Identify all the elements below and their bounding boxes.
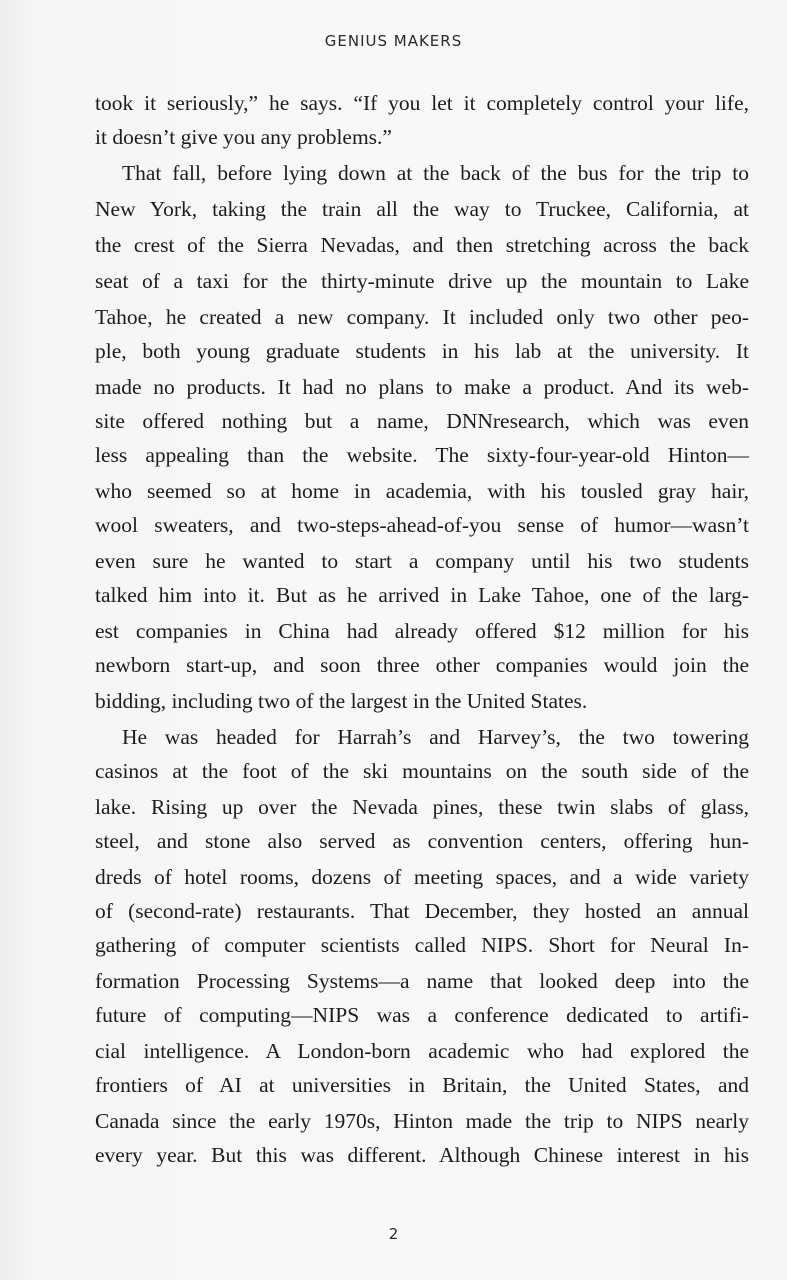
text-line: Tahoe, he created a new company. It included only two other peo- [95, 305, 749, 329]
text-line: took it seriously,” he says. “If you let it completely control your life, [95, 91, 749, 115]
text-line: even sure he wanted to start a company until his two students [95, 549, 749, 573]
text-line: casinos at the foot of the ski mountains on the south side of the [95, 759, 749, 783]
text-line: every year. But this was different. Although Chinese interest in his [95, 1143, 749, 1167]
text-line: lake. Rising up over the Nevada pines, these twin slabs of glass, [95, 795, 749, 819]
text-line: frontiers of AI at universities in Britain, the United States, and [95, 1073, 749, 1097]
page-number: 2 [388, 1225, 399, 1243]
text-line: talked him into it. But as he arrived in Lake Tahoe, one of the larg- [95, 583, 749, 607]
text-line: made no products. It had no plans to make a product. And its web- [95, 375, 749, 399]
text-line: steel, and stone also served as convention centers, offering hun- [95, 829, 749, 853]
text-line: Canada since the early 1970s, Hinton made the trip to NIPS nearly [95, 1109, 749, 1133]
text-line: wool sweaters, and two-steps-ahead-of-you sense of humor—wasn’t [95, 513, 749, 537]
text-line: newborn start-up, and soon three other companies would join the [95, 653, 749, 677]
text-line: He was headed for Harrah’s and Harvey’s, the two towering [122, 725, 749, 749]
running-head: GENIUS MAKERS [324, 32, 463, 50]
text-line: of (second-rate) restaurants. That December, they hosted an annual [95, 899, 749, 923]
text-line: That fall, before lying down at the back of the bus for the trip to [122, 161, 749, 185]
text-line: who seemed so at home in academia, with his tousled gray hair, [95, 479, 749, 503]
text-line: bidding, including two of the largest in the United States. [95, 689, 588, 713]
text-line: est companies in China had already offered $12 million for his [95, 619, 749, 643]
text-line: the crest of the Sierra Nevadas, and then stretching across the back [95, 233, 749, 257]
text-line: formation Processing Systems—a name that looked deep into the [95, 969, 749, 993]
text-line: less appealing than the website. The sixty-four-year-old Hinton— [95, 443, 749, 467]
text-line: gathering of computer scientists called NIPS. Short for Neural In- [95, 933, 749, 957]
text-line: it doesn’t give you any problems.” [95, 125, 392, 149]
text-line: cial intelligence. A London-born academic who had explored the [95, 1039, 749, 1063]
text-line: seat of a taxi for the thirty-minute drive up the mountain to Lake [95, 269, 749, 293]
text-line: site offered nothing but a name, DNNresearch, which was even [95, 409, 749, 433]
text-line: ple, both young graduate students in his lab at the university. It [95, 339, 749, 363]
text-line: New York, taking the train all the way to Truckee, California, at [95, 197, 749, 221]
text-line: dreds of hotel rooms, dozens of meeting spaces, and a wide variety [95, 865, 749, 889]
text-line: future of computing—NIPS was a conference dedicated to artifi- [95, 1003, 749, 1027]
